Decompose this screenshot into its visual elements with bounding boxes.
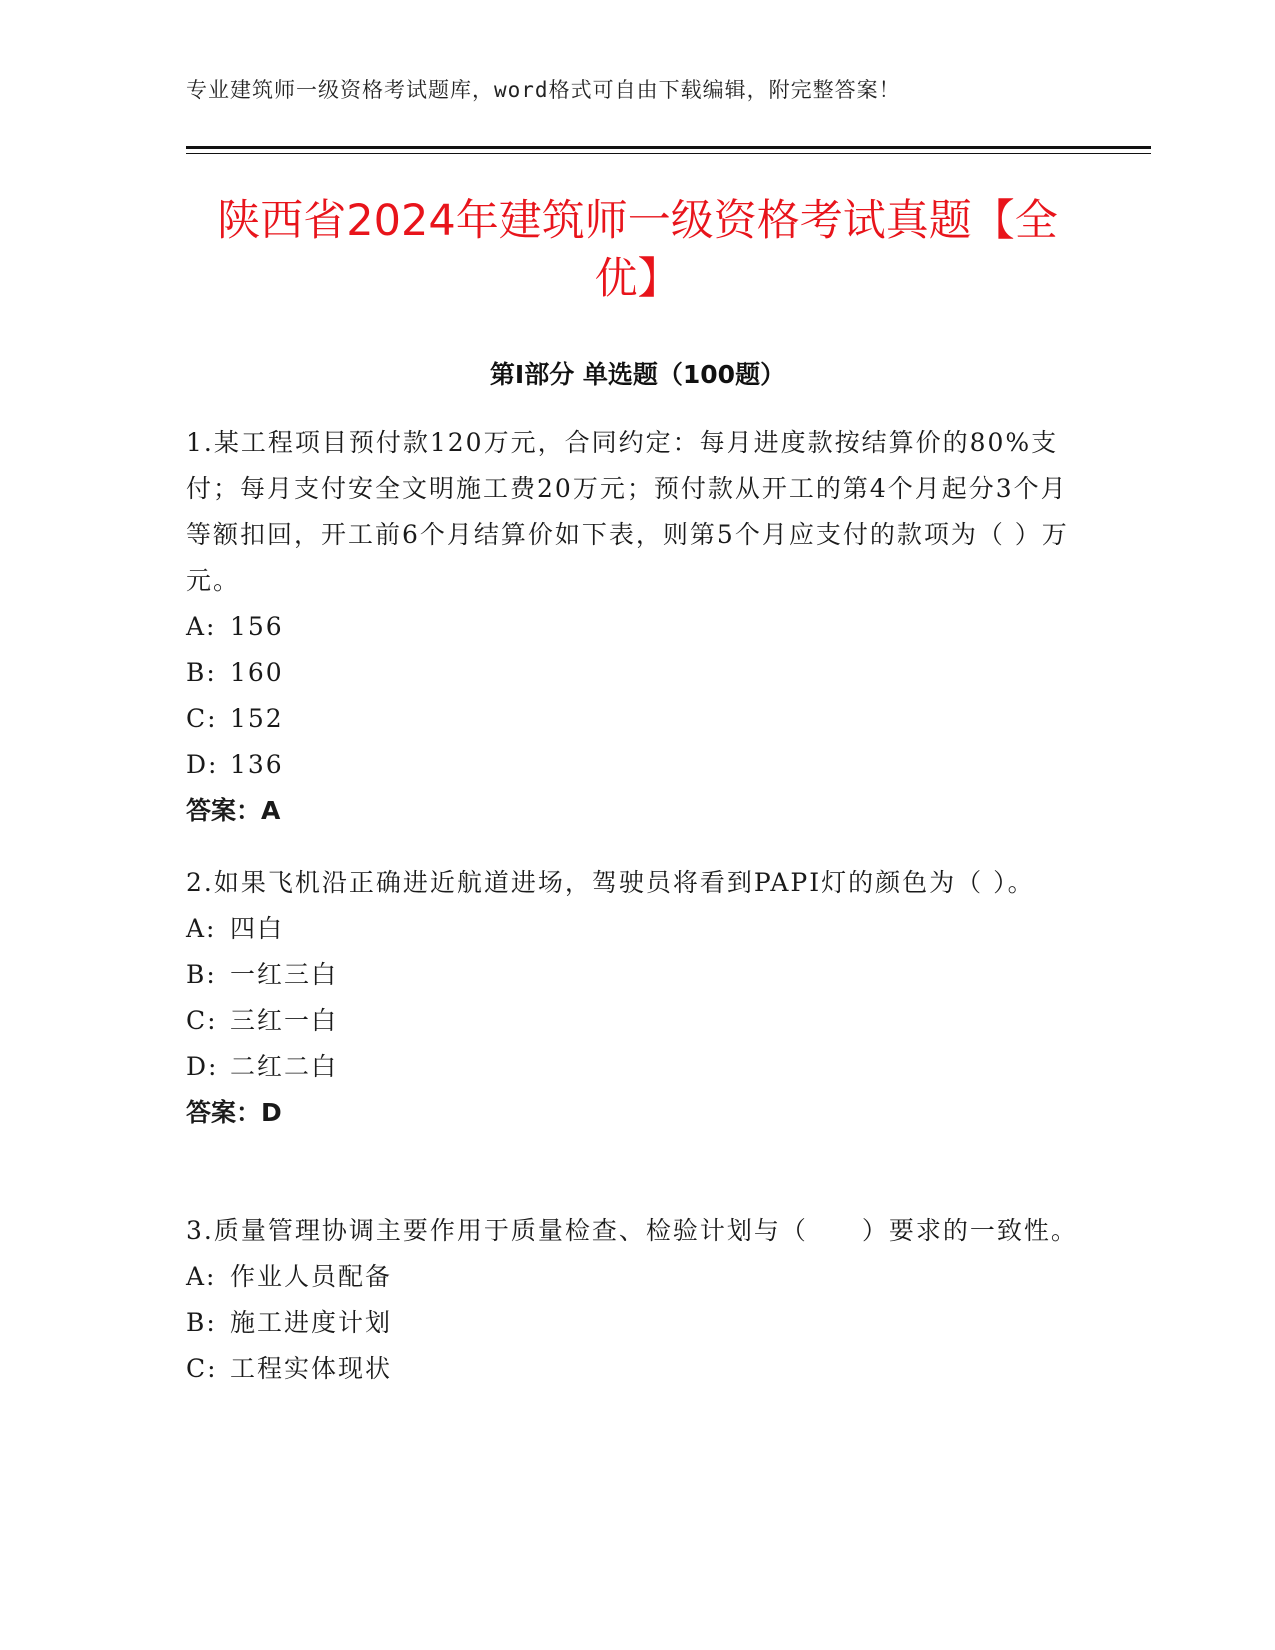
option-text: 四白 xyxy=(230,914,285,943)
option-text: 136 xyxy=(230,750,284,779)
option-letter: B: xyxy=(186,658,217,687)
option-letter: D: xyxy=(186,1052,219,1081)
option-letter: B: xyxy=(186,960,217,989)
option-text: 160 xyxy=(230,658,284,687)
question-option-c xyxy=(186,998,1086,1044)
option-text: 156 xyxy=(230,612,284,641)
question-option-c xyxy=(186,696,1086,742)
question-option-a xyxy=(186,1254,1086,1300)
question-answer: 答案：A xyxy=(186,796,281,825)
option-letter: A: xyxy=(186,612,217,641)
document-title-line2: 优】 xyxy=(594,254,681,304)
option-letter: B: xyxy=(186,1308,217,1337)
question-3 xyxy=(186,1208,1086,1392)
question-option-b xyxy=(186,1300,1086,1346)
option-letter: A: xyxy=(186,914,217,943)
option-letter: C: xyxy=(186,1006,218,1035)
option-text: 152 xyxy=(230,704,284,733)
header-rule-thick xyxy=(186,146,1151,149)
option-letter: A: xyxy=(186,1262,217,1291)
question-1 xyxy=(186,420,1086,834)
option-text: 二红二白 xyxy=(230,1052,339,1081)
header-note: 专业建筑师一级资格考试题库，word格式可自由下载编辑，附完整答案！ xyxy=(186,78,901,102)
document-title-line1: 陕西省2024年建筑师一级资格考试真题【全 xyxy=(217,196,1058,246)
question-option-b xyxy=(186,650,1086,696)
option-text: 工程实体现状 xyxy=(230,1354,393,1383)
section-heading: 第I部分 单选题（100题） xyxy=(489,360,786,389)
question-option-d xyxy=(186,742,1086,788)
option-text: 三红一白 xyxy=(230,1006,339,1035)
question-option-d xyxy=(186,1044,1086,1090)
option-text: 施工进度计划 xyxy=(230,1308,393,1337)
question-stem: 3.质量管理协调主要作用于质量检查、检验计划与（ ）要求的一致性。 xyxy=(186,1216,1078,1245)
option-letter: D: xyxy=(186,750,219,779)
option-letter: C: xyxy=(186,1354,218,1383)
question-option-b xyxy=(186,952,1086,998)
document-title xyxy=(160,192,1115,308)
question-stem: 2.如果飞机沿正确进近航道进场，驾驶员将看到PAPI灯的颜色为（ ）。 xyxy=(186,868,1035,897)
option-text: 作业人员配备 xyxy=(230,1262,393,1291)
question-option-a xyxy=(186,906,1086,952)
question-answer: 答案：D xyxy=(186,1098,282,1127)
option-text: 一红三白 xyxy=(230,960,339,989)
question-stem: 1.某工程项目预付款120万元，合同约定：每月进度款按结算价的80%支付；每月支付安全文明施工费20万元；预付款从开工的第4个月起分3个月等额扣回，开工前6个月结算价如下表，则第5个月应支付的款项为（ ）万元。 xyxy=(186,428,1069,595)
question-option-a xyxy=(186,604,1086,650)
header-rule-thin xyxy=(186,153,1151,154)
question-2 xyxy=(186,860,1086,1136)
question-option-c xyxy=(186,1346,1086,1392)
option-letter: C: xyxy=(186,704,218,733)
